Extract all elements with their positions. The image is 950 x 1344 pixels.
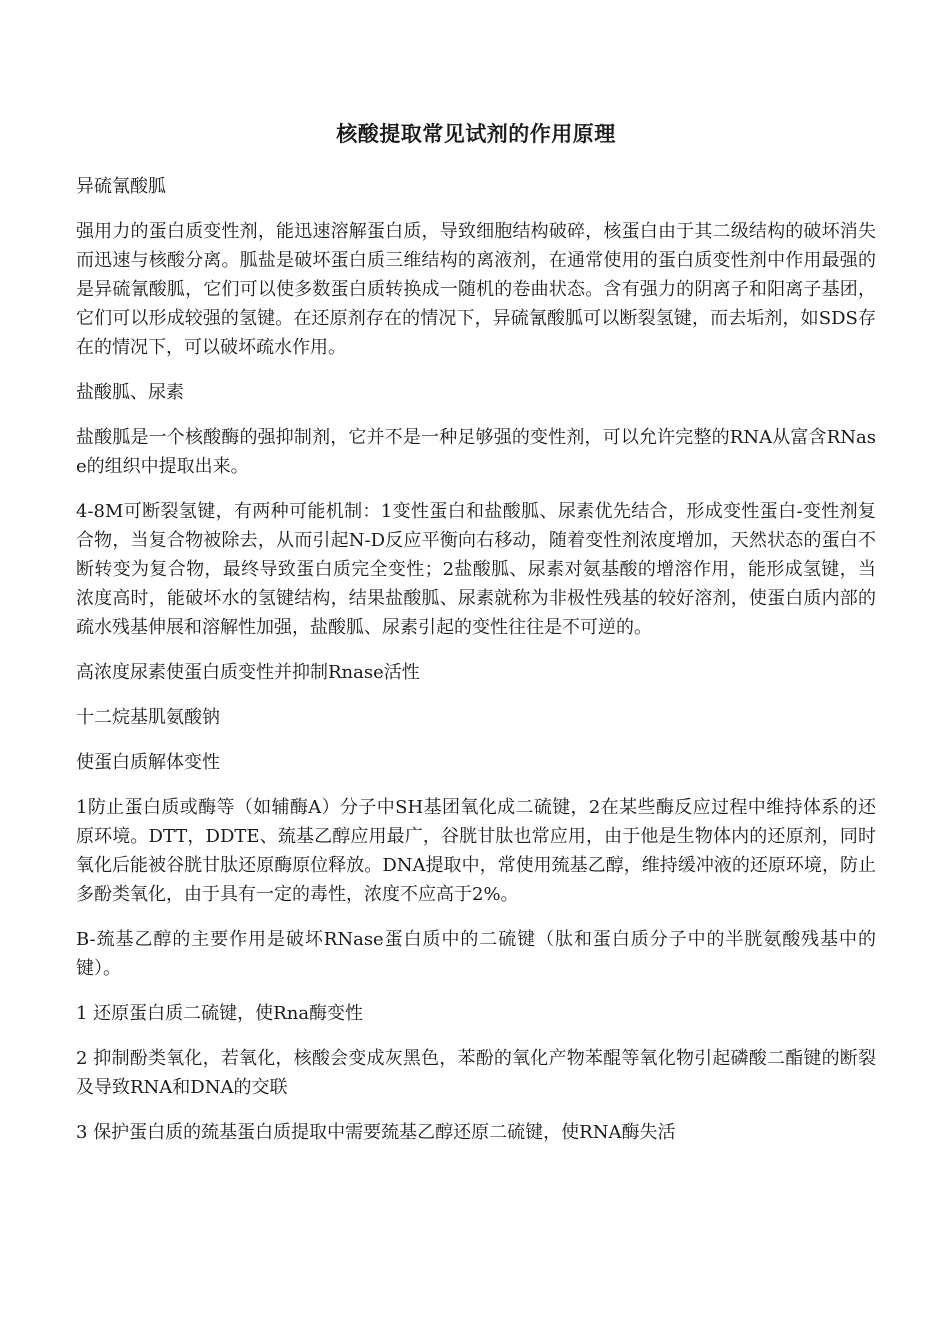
document-page: [76, 118, 876, 1163]
paragraph-guanidine-hydrochloride: 盐酸胍是一个核酸酶的强抑制剂，它并不是一种足够强的变性剂，可以允许完整的RNA从富含RNase的组织中提取出来。: [76, 427, 876, 477]
paragraph-guanidine-isothiocyanate: 强用力的蛋白质变性剂，能迅速溶解蛋白质，导致细胞结构破碎，核蛋白由于其二级结构的破坏消失而迅速与核酸分离。胍盐是破坏蛋白质三维结构的离液剂，在通常使用的蛋白质变性剂中作用最强的是异硫氰酸胍，它们可以使多数蛋白质转换成一随机的卷曲状态。含有强力的阴离子和阳离子基团，它们可以形成较强的氢键。在还原剂存在的情况下，异硫氰酸胍可以断裂氢键，而去垢剂，如SDS存在的情况下，可以破坏疏水作用。: [76, 221, 876, 358]
heading-sarkosyl: 十二烷基肌氨酸钠: [76, 707, 220, 728]
paragraph-urea-rnase: 高浓度尿素使蛋白质变性并抑制Rnase活性: [76, 662, 420, 683]
paragraph-reducing-agents: 1防止蛋白质或酶等（如辅酶A）分子中SH基团氧化成二硫键，2在某些酶反应过程中维持体系的还原环境。DTT，DDTE、巯基乙醇应用最广，谷胱甘肽也常应用，由于他是生物体内的还原剂，同时氧化后能被谷胱甘肽还原酶原位释放。DNA提取中，常使用巯基乙醇，维持缓冲液的还原环境，防止多酚类氧化，由于具有一定的毒性，浓度不应高于2%。: [76, 797, 876, 905]
paragraph-sarkosyl: 使蛋白质解体变性: [76, 752, 220, 773]
list-item-3: 3 保护蛋白质的巯基蛋白质提取中需要巯基乙醇还原二硫键，使RNA酶失活: [76, 1122, 676, 1143]
heading-guanidine-isothiocyanate: 异硫氰酸胍: [76, 176, 166, 197]
paragraph-mechanism: 4-8M可断裂氢键，有两种可能机制：1变性蛋白和盐酸胍、尿素优先结合，形成变性蛋白-变性剂复合物，当复合物被除去，从而引起N-D反应平衡向右移动，随着变性剂浓度增加，天然状态的蛋白不断转变为复合物，最终导致蛋白质完全变性；2盐酸胍、尿素对氨基酸的增溶作用，能形成氢键，当浓度高时，能破坏水的氢键结构，结果盐酸胍、尿素就称为非极性残基的较好溶剂，使蛋白质内部的疏水残基伸展和溶解性加强，盐酸胍、尿素引起的变性往往是不可逆的。: [76, 501, 876, 638]
document-title: 核酸提取常见试剂的作用原理: [336, 122, 616, 146]
list-item-1: 1 还原蛋白质二硫键，使Rna酶变性: [76, 1003, 364, 1024]
list-item-2: 2 抑制酚类氧化，若氧化，核酸会变成灰黑色，苯酚的氧化产物苯醌等氧化物引起磷酸二酯键的断裂及导致RNA和DNA的交联: [76, 1048, 876, 1098]
heading-guanidine-hydrochloride-urea: 盐酸胍、尿素: [76, 382, 184, 403]
paragraph-mercaptoethanol: B-巯基乙醇的主要作用是破坏RNase蛋白质中的二硫键（肽和蛋白质分子中的半胱氨酸残基中的键）。: [76, 929, 876, 979]
